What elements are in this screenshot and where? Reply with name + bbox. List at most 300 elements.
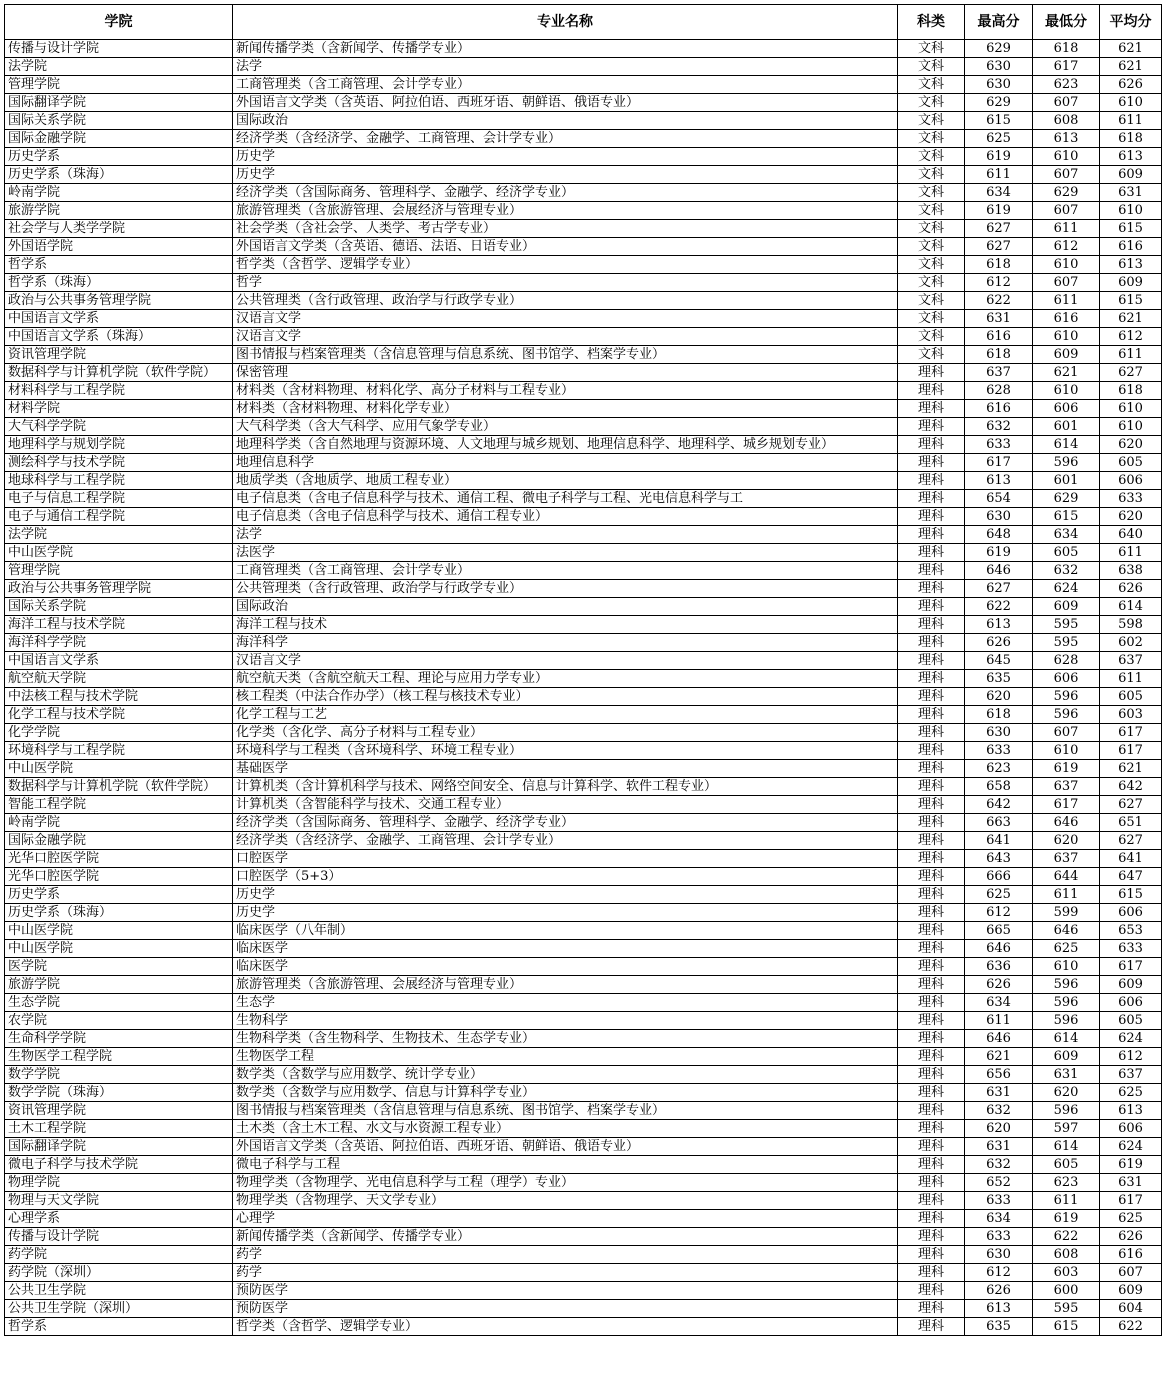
max-score-cell: 631 (965, 310, 1033, 328)
avg-score-cell: 610 (1100, 400, 1162, 418)
school-cell: 物理与天文学院 (5, 1192, 233, 1210)
avg-score-cell: 604 (1100, 1300, 1162, 1318)
table-row (5, 364, 1162, 382)
max-score-cell: 613 (965, 1300, 1033, 1318)
max-score-cell: 618 (965, 706, 1033, 724)
category-cell: 理科 (898, 1246, 965, 1264)
max-score-cell: 620 (965, 1120, 1033, 1138)
max-score-cell: 635 (965, 670, 1033, 688)
min-score-cell: 600 (1033, 1282, 1100, 1300)
max-score-cell: 632 (965, 418, 1033, 436)
avg-score-cell: 622 (1100, 1318, 1162, 1336)
max-score-cell: 633 (965, 1228, 1033, 1246)
min-score-cell: 623 (1033, 1174, 1100, 1192)
table-row (5, 508, 1162, 526)
major-cell: 外国语言文学类（含英语、德语、法语、日语专业） (233, 238, 898, 256)
major-cell: 历史学 (233, 886, 898, 904)
avg-score-cell: 613 (1100, 1102, 1162, 1120)
school-cell: 岭南学院 (5, 184, 233, 202)
max-score-cell: 630 (965, 508, 1033, 526)
max-score-cell: 626 (965, 634, 1033, 652)
min-score-cell: 618 (1033, 40, 1100, 58)
table-row (5, 526, 1162, 544)
min-score-cell: 629 (1033, 490, 1100, 508)
category-cell: 理科 (898, 1138, 965, 1156)
max-score-cell: 616 (965, 328, 1033, 346)
min-score-cell: 628 (1033, 652, 1100, 670)
major-cell: 临床医学（八年制） (233, 922, 898, 940)
category-cell: 文科 (898, 58, 965, 76)
table-row (5, 202, 1162, 220)
school-cell: 中山医学院 (5, 760, 233, 778)
max-score-cell: 626 (965, 1282, 1033, 1300)
max-score-cell: 613 (965, 616, 1033, 634)
major-cell: 临床医学 (233, 940, 898, 958)
table-row (5, 454, 1162, 472)
avg-score-cell: 617 (1100, 742, 1162, 760)
max-score-cell: 634 (965, 184, 1033, 202)
table-row (5, 166, 1162, 184)
major-cell: 法学 (233, 58, 898, 76)
max-score-cell: 658 (965, 778, 1033, 796)
avg-score-cell: 641 (1100, 850, 1162, 868)
category-cell: 理科 (898, 994, 965, 1012)
max-score-cell: 619 (965, 544, 1033, 562)
school-cell: 电子与信息工程学院 (5, 490, 233, 508)
major-cell: 生物医学工程 (233, 1048, 898, 1066)
max-score-cell: 666 (965, 868, 1033, 886)
avg-score-cell: 619 (1100, 1156, 1162, 1174)
table-row (5, 1282, 1162, 1300)
max-score-cell: 652 (965, 1174, 1033, 1192)
min-score-cell: 611 (1033, 1192, 1100, 1210)
category-cell: 文科 (898, 94, 965, 112)
avg-score-cell: 611 (1100, 112, 1162, 130)
min-score-cell: 610 (1033, 742, 1100, 760)
category-cell: 理科 (898, 562, 965, 580)
header-school: 学院 (5, 5, 233, 40)
category-cell: 理科 (898, 454, 965, 472)
school-cell: 中国语言文学系 (5, 310, 233, 328)
category-cell: 文科 (898, 166, 965, 184)
category-cell: 文科 (898, 112, 965, 130)
major-cell: 保密管理 (233, 364, 898, 382)
category-cell: 理科 (898, 1012, 965, 1030)
major-cell: 工商管理类（含工商管理、会计学专业） (233, 76, 898, 94)
category-cell: 理科 (898, 832, 965, 850)
school-cell: 生命科学学院 (5, 1030, 233, 1048)
max-score-cell: 618 (965, 346, 1033, 364)
avg-score-cell: 626 (1100, 580, 1162, 598)
avg-score-cell: 609 (1100, 976, 1162, 994)
table-row (5, 688, 1162, 706)
school-cell: 生态学院 (5, 994, 233, 1012)
table-row (5, 310, 1162, 328)
min-score-cell: 610 (1033, 148, 1100, 166)
avg-score-cell: 616 (1100, 1246, 1162, 1264)
table-row (5, 1174, 1162, 1192)
table-row (5, 130, 1162, 148)
min-score-cell: 609 (1033, 346, 1100, 364)
category-cell: 理科 (898, 886, 965, 904)
table-row (5, 1012, 1162, 1030)
min-score-cell: 609 (1033, 1048, 1100, 1066)
avg-score-cell: 627 (1100, 796, 1162, 814)
avg-score-cell: 609 (1100, 274, 1162, 292)
max-score-cell: 632 (965, 1102, 1033, 1120)
table-row (5, 1246, 1162, 1264)
school-cell: 农学院 (5, 1012, 233, 1030)
table-row (5, 436, 1162, 454)
major-cell: 核工程类（中法合作办学）（核工程与核技术专业） (233, 688, 898, 706)
table-row (5, 814, 1162, 832)
max-score-cell: 630 (965, 76, 1033, 94)
school-cell: 中国语言文学系 (5, 652, 233, 670)
table-row (5, 634, 1162, 652)
table-row (5, 256, 1162, 274)
min-score-cell: 607 (1033, 724, 1100, 742)
school-cell: 土木工程学院 (5, 1120, 233, 1138)
major-cell: 公共管理类（含行政管理、政治学与行政学专业） (233, 580, 898, 598)
major-cell: 基础医学 (233, 760, 898, 778)
category-cell: 理科 (898, 688, 965, 706)
avg-score-cell: 606 (1100, 904, 1162, 922)
school-cell: 智能工程学院 (5, 796, 233, 814)
major-cell: 公共管理类（含行政管理、政治学与行政学专业） (233, 292, 898, 310)
major-cell: 旅游管理类（含旅游管理、会展经济与管理专业） (233, 202, 898, 220)
school-cell: 公共卫生学院（深圳） (5, 1300, 233, 1318)
school-cell: 航空航天学院 (5, 670, 233, 688)
school-cell: 法学院 (5, 526, 233, 544)
table-row (5, 238, 1162, 256)
table-row (5, 562, 1162, 580)
avg-score-cell: 614 (1100, 598, 1162, 616)
header-max-score: 最高分 (965, 5, 1033, 40)
avg-score-cell: 617 (1100, 958, 1162, 976)
avg-score-cell: 624 (1100, 1138, 1162, 1156)
category-cell: 文科 (898, 202, 965, 220)
school-cell: 数学学院 (5, 1066, 233, 1084)
table-row (5, 1120, 1162, 1138)
table-row (5, 1030, 1162, 1048)
major-cell: 物理学类（含物理学、天文学专业） (233, 1192, 898, 1210)
header-category: 科类 (898, 5, 965, 40)
avg-score-cell: 607 (1100, 1264, 1162, 1282)
max-score-cell: 633 (965, 436, 1033, 454)
major-cell: 国际政治 (233, 598, 898, 616)
major-cell: 历史学 (233, 166, 898, 184)
avg-score-cell: 625 (1100, 1084, 1162, 1102)
max-score-cell: 627 (965, 580, 1033, 598)
min-score-cell: 620 (1033, 832, 1100, 850)
table-row (5, 832, 1162, 850)
max-score-cell: 630 (965, 58, 1033, 76)
major-cell: 微电子科学与工程 (233, 1156, 898, 1174)
major-cell: 电子信息类（含电子信息科学与技术、通信工程、微电子科学与工程、光电信息科学与工 (233, 490, 898, 508)
avg-score-cell: 609 (1100, 166, 1162, 184)
major-cell: 地理信息科学 (233, 454, 898, 472)
max-score-cell: 621 (965, 1048, 1033, 1066)
category-cell: 文科 (898, 310, 965, 328)
min-score-cell: 607 (1033, 274, 1100, 292)
min-score-cell: 595 (1033, 1300, 1100, 1318)
min-score-cell: 617 (1033, 58, 1100, 76)
avg-score-cell: 653 (1100, 922, 1162, 940)
min-score-cell: 622 (1033, 1228, 1100, 1246)
min-score-cell: 614 (1033, 436, 1100, 454)
avg-score-cell: 647 (1100, 868, 1162, 886)
category-cell: 理科 (898, 544, 965, 562)
avg-score-cell: 610 (1100, 418, 1162, 436)
max-score-cell: 642 (965, 796, 1033, 814)
major-cell: 数学类（含数学与应用数学、统计学专业） (233, 1066, 898, 1084)
header-major: 专业名称 (233, 5, 898, 40)
avg-score-cell: 637 (1100, 652, 1162, 670)
school-cell: 资讯管理学院 (5, 346, 233, 364)
category-cell: 文科 (898, 346, 965, 364)
table-row (5, 868, 1162, 886)
max-score-cell: 613 (965, 472, 1033, 490)
min-score-cell: 637 (1033, 850, 1100, 868)
school-cell: 药学院 (5, 1246, 233, 1264)
school-cell: 光华口腔医学院 (5, 868, 233, 886)
major-cell: 计算机类（含智能科学与技术、交通工程专业） (233, 796, 898, 814)
max-score-cell: 631 (965, 1138, 1033, 1156)
min-score-cell: 631 (1033, 1066, 1100, 1084)
table-row (5, 148, 1162, 166)
school-cell: 化学工程与技术学院 (5, 706, 233, 724)
school-cell: 大气科学学院 (5, 418, 233, 436)
avg-score-cell: 606 (1100, 994, 1162, 1012)
avg-score-cell: 615 (1100, 886, 1162, 904)
min-score-cell: 613 (1033, 130, 1100, 148)
min-score-cell: 611 (1033, 886, 1100, 904)
category-cell: 理科 (898, 526, 965, 544)
major-cell: 心理学 (233, 1210, 898, 1228)
major-cell: 图书情报与档案管理类（含信息管理与信息系统、图书馆学、档案学专业） (233, 346, 898, 364)
max-score-cell: 622 (965, 292, 1033, 310)
min-score-cell: 614 (1033, 1030, 1100, 1048)
avg-score-cell: 603 (1100, 706, 1162, 724)
category-cell: 理科 (898, 814, 965, 832)
major-cell: 旅游管理类（含旅游管理、会展经济与管理专业） (233, 976, 898, 994)
avg-score-cell: 606 (1100, 1120, 1162, 1138)
major-cell: 社会学类（含社会学、人类学、考古学专业） (233, 220, 898, 238)
table-row (5, 274, 1162, 292)
major-cell: 口腔医学 (233, 850, 898, 868)
category-cell: 理科 (898, 508, 965, 526)
avg-score-cell: 615 (1100, 220, 1162, 238)
major-cell: 电子信息类（含电子信息科学与技术、通信工程专业） (233, 508, 898, 526)
min-score-cell: 601 (1033, 418, 1100, 436)
max-score-cell: 627 (965, 220, 1033, 238)
table-row (5, 580, 1162, 598)
max-score-cell: 646 (965, 940, 1033, 958)
max-score-cell: 641 (965, 832, 1033, 850)
table-row (5, 598, 1162, 616)
major-cell: 经济学类（含国际商务、管理科学、金融学、经济学专业） (233, 184, 898, 202)
score-table (4, 4, 1162, 1336)
school-cell: 中法核工程与技术学院 (5, 688, 233, 706)
avg-score-cell: 606 (1100, 472, 1162, 490)
table-row (5, 778, 1162, 796)
avg-score-cell: 605 (1100, 454, 1162, 472)
table-row (5, 184, 1162, 202)
major-cell: 口腔医学（5+3） (233, 868, 898, 886)
major-cell: 化学工程与工艺 (233, 706, 898, 724)
min-score-cell: 623 (1033, 76, 1100, 94)
max-score-cell: 611 (965, 166, 1033, 184)
school-cell: 药学院（深圳） (5, 1264, 233, 1282)
table-row (5, 796, 1162, 814)
table-row (5, 1156, 1162, 1174)
major-cell: 临床医学 (233, 958, 898, 976)
category-cell: 理科 (898, 1192, 965, 1210)
school-cell: 国际翻译学院 (5, 1138, 233, 1156)
table-row (5, 1318, 1162, 1336)
major-cell: 海洋工程与技术 (233, 616, 898, 634)
avg-score-cell: 621 (1100, 760, 1162, 778)
category-cell: 文科 (898, 274, 965, 292)
major-cell: 预防医学 (233, 1282, 898, 1300)
avg-score-cell: 615 (1100, 292, 1162, 310)
school-cell: 心理学系 (5, 1210, 233, 1228)
max-score-cell: 636 (965, 958, 1033, 976)
table-row (5, 328, 1162, 346)
category-cell: 文科 (898, 40, 965, 58)
min-score-cell: 629 (1033, 184, 1100, 202)
category-cell: 文科 (898, 220, 965, 238)
min-score-cell: 596 (1033, 706, 1100, 724)
school-cell: 传播与设计学院 (5, 40, 233, 58)
major-cell: 环境科学与工程类（含环境科学、环境工程专业） (233, 742, 898, 760)
avg-score-cell: 637 (1100, 1066, 1162, 1084)
category-cell: 理科 (898, 364, 965, 382)
min-score-cell: 607 (1033, 202, 1100, 220)
avg-score-cell: 626 (1100, 76, 1162, 94)
max-score-cell: 630 (965, 724, 1033, 742)
min-score-cell: 615 (1033, 508, 1100, 526)
school-cell: 国际关系学院 (5, 598, 233, 616)
category-cell: 理科 (898, 580, 965, 598)
min-score-cell: 596 (1033, 1012, 1100, 1030)
avg-score-cell: 616 (1100, 238, 1162, 256)
school-cell: 岭南学院 (5, 814, 233, 832)
major-cell: 经济学类（含经济学、金融学、工商管理、会计学专业） (233, 130, 898, 148)
category-cell: 理科 (898, 958, 965, 976)
major-cell: 法学 (233, 526, 898, 544)
school-cell: 国际关系学院 (5, 112, 233, 130)
school-cell: 化学学院 (5, 724, 233, 742)
min-score-cell: 634 (1033, 526, 1100, 544)
max-score-cell: 645 (965, 652, 1033, 670)
max-score-cell: 656 (965, 1066, 1033, 1084)
avg-score-cell: 625 (1100, 1210, 1162, 1228)
min-score-cell: 624 (1033, 580, 1100, 598)
major-cell: 新闻传播学类（含新闻学、传播学专业） (233, 1228, 898, 1246)
table-row (5, 958, 1162, 976)
avg-score-cell: 612 (1100, 1048, 1162, 1066)
table-row (5, 1102, 1162, 1120)
major-cell: 新闻传播学类（含新闻学、传播学专业） (233, 40, 898, 58)
major-cell: 外国语言文学类（含英语、阿拉伯语、西班牙语、朝鲜语、俄语专业） (233, 1138, 898, 1156)
category-cell: 文科 (898, 148, 965, 166)
avg-score-cell: 627 (1100, 832, 1162, 850)
category-cell: 理科 (898, 652, 965, 670)
category-cell: 文科 (898, 238, 965, 256)
category-cell: 理科 (898, 1300, 965, 1318)
table-row (5, 40, 1162, 58)
category-cell: 文科 (898, 328, 965, 346)
school-cell: 环境科学与工程学院 (5, 742, 233, 760)
school-cell: 数据科学与计算机学院（软件学院） (5, 364, 233, 382)
category-cell: 理科 (898, 850, 965, 868)
category-cell: 理科 (898, 634, 965, 652)
school-cell: 测绘科学与技术学院 (5, 454, 233, 472)
table-row (5, 652, 1162, 670)
school-cell: 政治与公共事务管理学院 (5, 580, 233, 598)
major-cell: 历史学 (233, 148, 898, 166)
school-cell: 公共卫生学院 (5, 1282, 233, 1300)
max-score-cell: 634 (965, 994, 1033, 1012)
avg-score-cell: 626 (1100, 1228, 1162, 1246)
school-cell: 哲学系（珠海） (5, 274, 233, 292)
avg-score-cell: 610 (1100, 94, 1162, 112)
major-cell: 生物科学 (233, 1012, 898, 1030)
min-score-cell: 605 (1033, 1156, 1100, 1174)
avg-score-cell: 631 (1100, 184, 1162, 202)
table-row (5, 346, 1162, 364)
school-cell: 生物医学工程学院 (5, 1048, 233, 1066)
school-cell: 地理科学与规划学院 (5, 436, 233, 454)
max-score-cell: 616 (965, 400, 1033, 418)
table-row (5, 58, 1162, 76)
category-cell: 理科 (898, 670, 965, 688)
school-cell: 中山医学院 (5, 922, 233, 940)
school-cell: 光华口腔医学院 (5, 850, 233, 868)
min-score-cell: 614 (1033, 1138, 1100, 1156)
avg-score-cell: 638 (1100, 562, 1162, 580)
major-cell: 航空航天类（含航空航天工程、理论与应用力学专业） (233, 670, 898, 688)
min-score-cell: 646 (1033, 922, 1100, 940)
category-cell: 理科 (898, 1102, 965, 1120)
category-cell: 文科 (898, 256, 965, 274)
category-cell: 理科 (898, 1210, 965, 1228)
max-score-cell: 619 (965, 202, 1033, 220)
table-row (5, 472, 1162, 490)
max-score-cell: 633 (965, 742, 1033, 760)
major-cell: 国际政治 (233, 112, 898, 130)
max-score-cell: 648 (965, 526, 1033, 544)
category-cell: 理科 (898, 382, 965, 400)
table-row (5, 490, 1162, 508)
min-score-cell: 607 (1033, 94, 1100, 112)
table-row (5, 292, 1162, 310)
school-cell: 旅游学院 (5, 202, 233, 220)
max-score-cell: 625 (965, 130, 1033, 148)
max-score-cell: 617 (965, 454, 1033, 472)
max-score-cell: 634 (965, 1210, 1033, 1228)
max-score-cell: 612 (965, 904, 1033, 922)
table-row (5, 670, 1162, 688)
avg-score-cell: 613 (1100, 148, 1162, 166)
major-cell: 数学类（含数学与应用数学、信息与计算科学专业） (233, 1084, 898, 1102)
min-score-cell: 619 (1033, 1210, 1100, 1228)
avg-score-cell: 611 (1100, 346, 1162, 364)
category-cell: 理科 (898, 1120, 965, 1138)
avg-score-cell: 627 (1100, 364, 1162, 382)
category-cell: 理科 (898, 922, 965, 940)
